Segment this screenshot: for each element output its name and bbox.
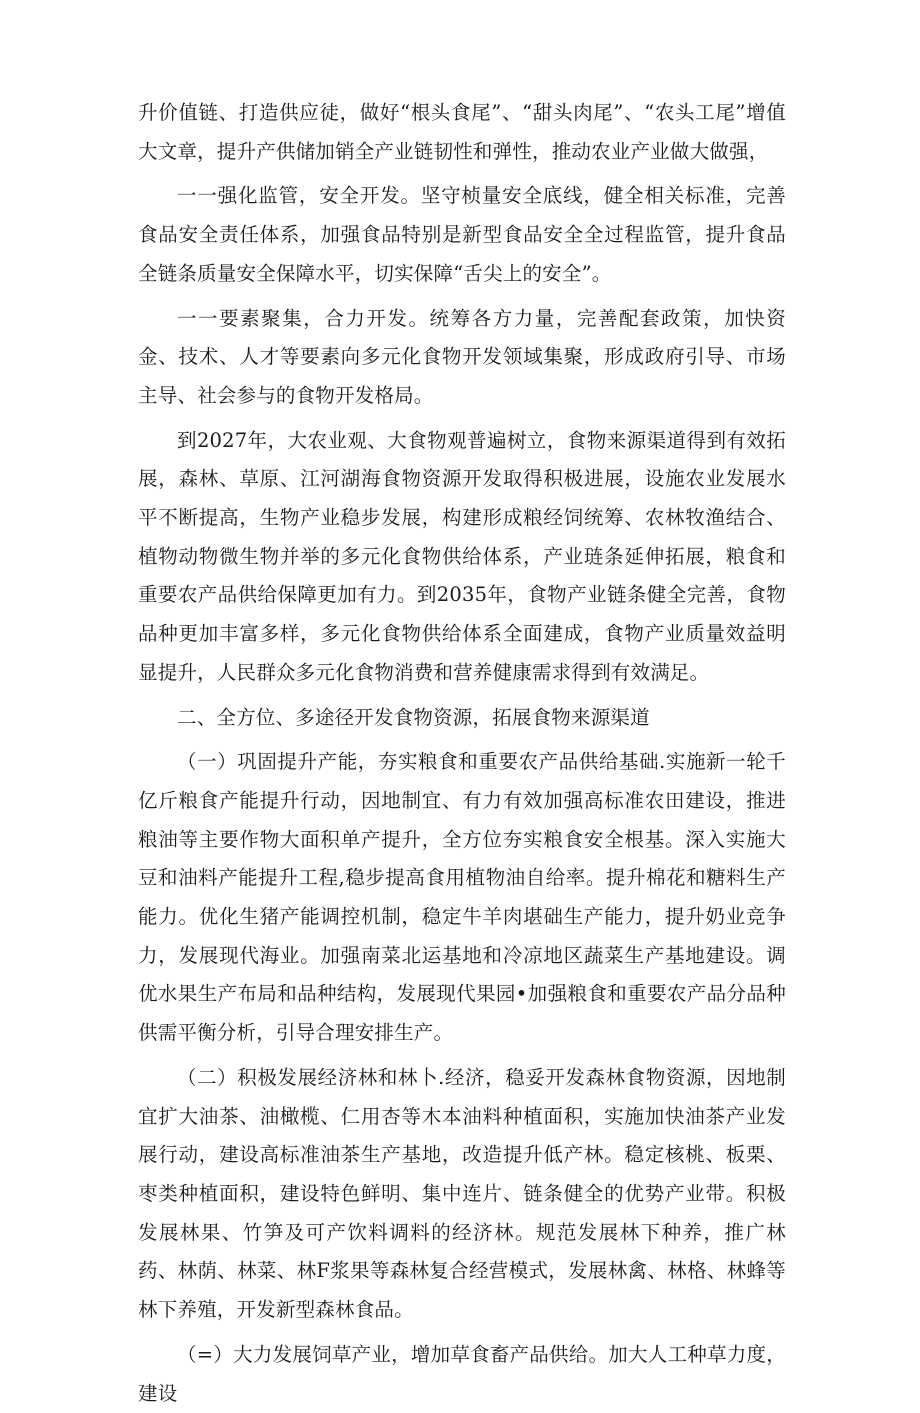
section-heading: 二、全方位、多途径开发食物资源，拓展食物来源渠道 bbox=[177, 705, 650, 729]
paragraph-6: （二）积极发展经济林和林卜.经济，稳妥开发森林食物资源，因地制宜扩大油茶、油橄榄、仁用杏等木本油料种植面积，实施加快油茶产业发展行动，建设高标准油茶生产基地，改造提升低产林。稳定核桃、板栗、枣类种植面积，建设特色鲜明、集中连片、链条健全的优势产业带。积极发展林果、竹笋及可产饮料调料的经济林。规范发展林下种养，推广林药、林荫、林菜、林F浆果等森林复合经营模式，发展林禽、林格、林蜂等林下养殖，开发新型森林食品。 bbox=[138, 1065, 786, 1322]
paragraph-7: （=）大力发展饲草产业，增加草食畜产品供给。加大人工种草力度，建设 bbox=[138, 1342, 786, 1405]
paragraph-3: 一一要素聚集，合力开发。统筹各方力量，完善配套政策，加快资金、技术、人才等要素向多元化食物开发领域集聚，形成政府引导、市场主导、社会参与的食物开发格局。 bbox=[138, 306, 786, 407]
paragraph-5: （一）巩固提升产能，夯实粮食和重要农产品供给基础.实施新一轮千亿斤粮食产能提升行动，因地制宜、有力有效加强高标准农田建设，推进粮油等主要作物大面积单产提升，全方位夯实粮食安全根基。深入实施大豆和油料产能提升工程,稳步提高食用植物油自给率。提升棉花和糖料生产能力。优化生猪产能调控机制，稳定牛羊肉堪础生产能力，提升奶业竞争力，发展现代海业。加强南菜北运基地和冷凉地区蔬菜生产基地建设。调优水果生产布局和品种结构，发展现代果园•加强粮食和重要农产品分品种供需平衡分析，引导合理安排生产。 bbox=[138, 750, 786, 1045]
paragraph-2: 一一强化监管，安全开发。坚守桢量安全底线，健全相关标准，完善食品安全责任体系，加强食品特别是新型食品安全全过程监管，提升食品全链条质量安全保障水平，切实保障“舌尖上的安全”。 bbox=[138, 184, 786, 285]
paragraph-4: 到2027年，大农业观、大食物观普遍树立，食物来源渠道得到有效拓展，森林、草原、江河湖海食物资源开发取得积极进展，设施农业发展水平不断提高，生物产业稳步发展，构建形成粮经饲统筹、农林牧渔结合、植物动物微生物并举的多元化食物供给体系，产业琏条延伸拓展，粮食和重要农产品供给保障更加有力。到2035年，食物产业链条健全完善，食物品种更加丰富多样，多元化食物供给体系全面建成，食物产业质量效益明显提升，人民群众多元化食物消费和营养健康需求得到有效满足。 bbox=[138, 428, 786, 684]
paragraph-1: 升价值链、打造供应徒，做好“根头食尾”、“甜头肉尾”、“农头工尾”增值大文章，提升产供储加销全产业链韧性和弹性，推动农业产业做大做强， bbox=[138, 101, 786, 163]
document-page bbox=[138, 94, 786, 1413]
